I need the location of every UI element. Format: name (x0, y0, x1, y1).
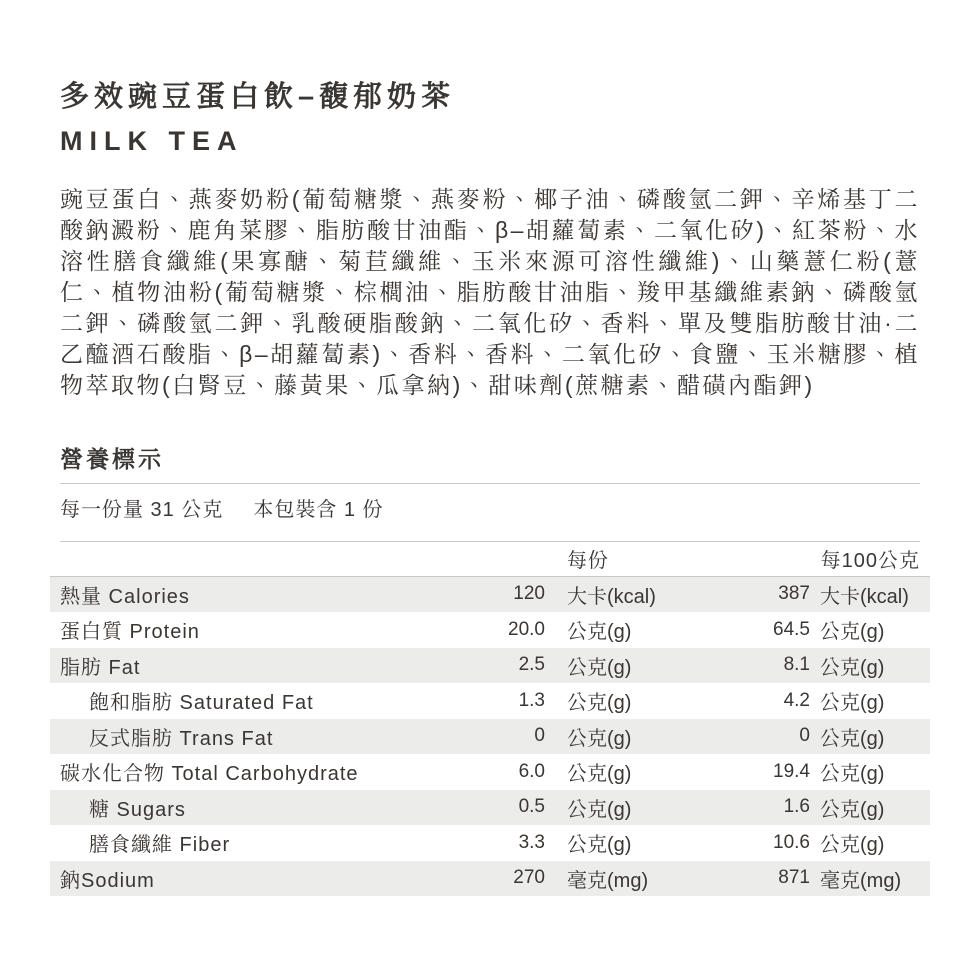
per-100g-unit: 公克(g) (820, 621, 885, 644)
per-100g-value: 1.6 (783, 796, 810, 818)
nutrient-name: 糖 Sugars (89, 798, 186, 821)
per-serving-value: 0 (534, 725, 545, 747)
per-serving-value: 0.5 (518, 796, 545, 818)
per-serving-unit: 公克(g) (567, 692, 632, 715)
column-header-per-serving: 每份 (567, 550, 609, 573)
nutrition-table-header (50, 542, 930, 577)
nutrient-name: 鈉Sodium (60, 869, 155, 892)
ingredients-text: 豌豆蛋白、燕麥奶粉(葡萄糖漿、燕麥粉、椰子油、磷酸氫二鉀、辛烯基丁二酸鈉澱粉、鹿角菜膠、脂肪酸甘油酯、β–胡蘿蔔素、二氧化矽)、紅茶粉、水溶性膳食纖維(果寡醣、菊苣纖維、玉米來源可溶性纖維)、山藥薏仁粉(薏仁、植物油粉(葡萄糖漿、棕櫚油、脂肪酸甘油脂、羧甲基纖維素鈉、磷酸氫二鉀、磷酸氫二鉀、乳酸硬脂酸鈉、二氧化矽、香料、單及雙脂肪酸甘油·二乙醯酒石酸脂、β–胡蘿蔔素)、香料、香料、二氧化矽、食鹽、玉米糖膠、植物萃取物(白腎豆、藤黃果、瓜拿納)、甜味劑(蔗糖素、醋磺內酯鉀) (60, 185, 920, 398)
product-title-zh: 多效豌豆蛋白飲–馥郁奶茶 (60, 81, 456, 113)
per-serving-unit: 大卡(kcal) (567, 585, 656, 608)
table-row (50, 577, 930, 613)
serving-info (60, 484, 920, 532)
per-100g-unit: 公克(g) (820, 692, 885, 715)
per-100g-unit: 公克(g) (820, 798, 885, 821)
per-serving-unit: 毫克(mg) (567, 869, 649, 892)
nutrition-table-rows (50, 577, 930, 897)
per-serving-value: 120 (513, 583, 545, 605)
per-100g-value: 19.4 (773, 760, 810, 782)
table-row (50, 825, 930, 861)
per-serving-value: 6.0 (518, 760, 545, 782)
per-100g-value: 8.1 (783, 654, 810, 676)
table-row (50, 719, 930, 755)
per-100g-value: 871 (778, 867, 810, 889)
title-block (0, 0, 980, 157)
per-100g-unit: 公克(g) (820, 834, 885, 857)
table-row (50, 861, 930, 897)
per-100g-value: 64.5 (773, 618, 810, 640)
per-serving-unit: 公克(g) (567, 727, 632, 750)
nutrient-name: 反式脂肪 Trans Fat (89, 727, 274, 750)
nutrient-name: 蛋白質 Protein (60, 621, 200, 644)
per-serving-value: 2.5 (518, 654, 545, 676)
table-row (50, 612, 930, 648)
servings-per-package-text: 本包裝含 1 份 (253, 498, 384, 521)
per-100g-value: 0 (799, 725, 810, 747)
per-serving-unit: 公克(g) (567, 621, 632, 644)
per-serving-unit: 公克(g) (567, 834, 632, 857)
per-serving-value: 20.0 (508, 618, 545, 640)
per-100g-unit: 公克(g) (820, 763, 885, 786)
per-100g-unit: 公克(g) (820, 727, 885, 750)
column-header-per-100g: 每100公克 (820, 550, 920, 573)
per-100g-unit: 大卡(kcal) (820, 585, 909, 608)
per-serving-value: 1.3 (518, 689, 545, 711)
nutrient-name: 熱量 Calories (60, 585, 190, 608)
nutrition-table (50, 542, 930, 897)
per-100g-value: 10.6 (773, 831, 810, 853)
per-serving-unit: 公克(g) (567, 656, 632, 679)
nutrient-name: 膳食纖維 Fiber (89, 834, 231, 857)
nutrient-name: 碳水化合物 Total Carbohydrate (60, 763, 359, 786)
per-serving-unit: 公克(g) (567, 763, 632, 786)
per-100g-value: 387 (778, 583, 810, 605)
per-100g-unit: 毫克(mg) (820, 869, 902, 892)
per-100g-value: 4.2 (783, 689, 810, 711)
nutrient-name: 飽和脂肪 Saturated Fat (89, 692, 314, 715)
nutrient-name: 脂肪 Fat (60, 656, 141, 679)
product-title-en: MILK TEA (60, 125, 244, 156)
table-row (50, 648, 930, 684)
table-row (50, 790, 930, 826)
per-serving-value: 3.3 (518, 831, 545, 853)
nutrition-facts-heading: 營養標示 (60, 445, 164, 472)
serving-size-text: 每一份量 31 公克 (60, 498, 224, 521)
per-serving-unit: 公克(g) (567, 798, 632, 821)
per-100g-unit: 公克(g) (820, 656, 885, 679)
per-serving-value: 270 (513, 867, 545, 889)
table-row (50, 754, 930, 790)
table-row (50, 683, 930, 719)
